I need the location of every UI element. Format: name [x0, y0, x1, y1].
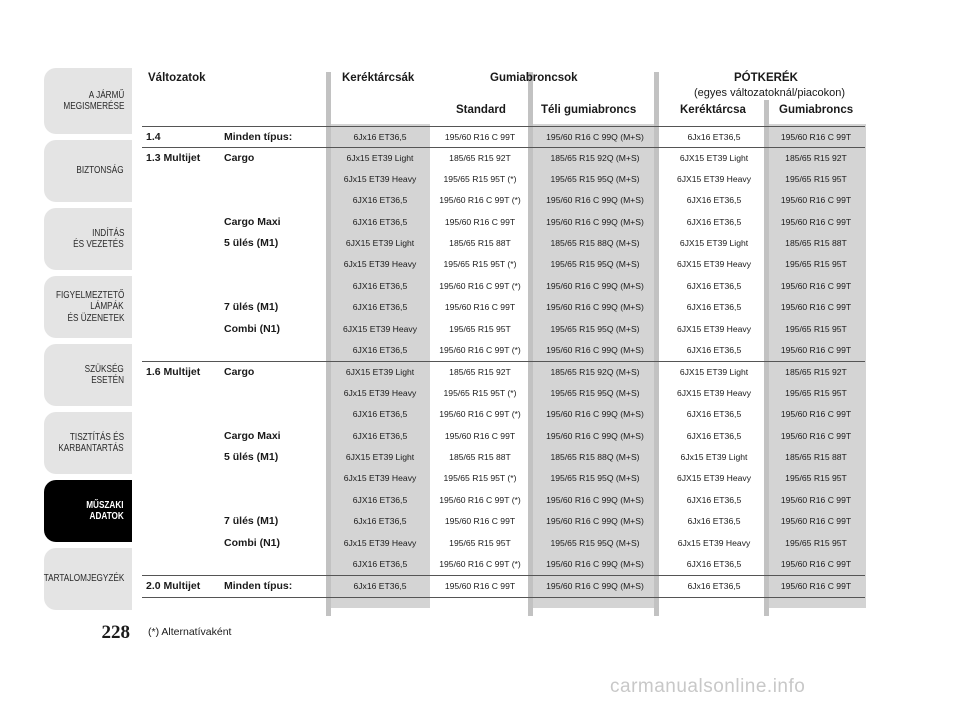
- tab-label-line: FIGYELMEZTETŐ: [55, 289, 124, 301]
- spare-tyre-cell: 195/65 R15 95T: [785, 173, 847, 184]
- winter-tyre-cell: 195/65 R15 95Q (M+S): [550, 387, 640, 398]
- winter-tyre-cell: 195/60 R16 C 99Q (M+S): [546, 559, 644, 569]
- variant-cell: 1.3 Multijet: [146, 152, 201, 165]
- table-row: [142, 254, 865, 275]
- tab-label-line: ÉS ÜZENETEK: [67, 312, 124, 324]
- spare-rim-cell: 6Jx16 ET36,5: [687, 132, 741, 142]
- winter-tyre-cell: 195/65 R15 95Q (M+S): [550, 537, 640, 548]
- standard-tyre-cell: 195/60 R16 C 99T (*): [439, 494, 521, 505]
- tab-emergency[interactable]: [44, 344, 132, 406]
- winter-tyre-cell: 185/65 R15 92Q (M+S): [550, 367, 640, 378]
- header-spare-rim: Keréktárcsa: [680, 104, 746, 116]
- standard-tyre-cell: 185/65 R15 92T: [449, 153, 511, 164]
- spare-tyre-cell: 195/60 R16 C 99T: [780, 132, 852, 142]
- page-number: 228: [101, 622, 130, 643]
- rim-cell: 6JX16 ET36,5: [352, 345, 408, 355]
- table-row: [142, 511, 865, 532]
- type-cell: 7 ülés (M1): [224, 515, 279, 528]
- rim-cell: 6JX15 ET39 Light: [345, 367, 415, 378]
- table-row: [142, 212, 865, 233]
- tab-contents[interactable]: [44, 548, 132, 610]
- type-cell: Combi (N1): [224, 536, 280, 549]
- tab-label-line: MŰSZAKI: [86, 499, 124, 511]
- winter-tyre-cell: 195/60 R16 C 99Q (M+S): [546, 581, 644, 592]
- spare-tyre-cell: 195/60 R16 C 99T: [780, 494, 852, 505]
- table-row: [142, 340, 865, 361]
- table-row: [142, 169, 865, 190]
- spare-rim-cell: 6JX16 ET36,5: [686, 430, 742, 441]
- table-row: [142, 426, 865, 447]
- standard-tyre-cell: 195/60 R16 C 99T (*): [439, 345, 521, 355]
- spare-rim-cell: 6JX15 ET39 Heavy: [676, 473, 752, 484]
- standard-tyre-cell: 195/60 R16 C 99T (*): [439, 280, 521, 291]
- winter-tyre-cell: 195/65 R15 95Q (M+S): [550, 473, 640, 484]
- standard-tyre-cell: 195/60 R16 C 99T (*): [439, 559, 521, 569]
- type-cell: Cargo: [224, 152, 255, 165]
- tab-label-line: BIZTONSÁG: [76, 165, 124, 177]
- spare-rim-cell: 6JX16 ET36,5: [686, 345, 742, 355]
- table-row: [142, 447, 865, 468]
- winter-tyre-cell: 195/65 R15 95Q (M+S): [550, 173, 640, 184]
- header-standard: Standard: [456, 104, 506, 116]
- spare-rim-cell: 6JX15 ET39 Light: [679, 153, 749, 164]
- header-tyres: Gumiabroncsok: [490, 72, 578, 84]
- rim-cell: 6JX15 ET39 Light: [345, 452, 415, 462]
- spare-tyre-cell: 195/60 R16 C 99T: [780, 430, 852, 441]
- rim-cell: 6JX16 ET36,5: [352, 216, 408, 227]
- table-row: [142, 276, 865, 297]
- winter-tyre-cell: 195/60 R16 C 99Q (M+S): [546, 516, 644, 527]
- variant-cell: 1.6 Multijet: [146, 366, 201, 379]
- spare-tyre-cell: 195/60 R16 C 99T: [780, 195, 852, 206]
- spare-tyre-cell: 195/60 R16 C 99T: [780, 581, 852, 592]
- winter-tyre-cell: 195/60 R16 C 99Q (M+S): [546, 409, 644, 420]
- tab-label-line: KARBANTARTÁS: [58, 443, 124, 454]
- spare-rim-cell: 6JX16 ET36,5: [686, 559, 742, 569]
- standard-tyre-cell: 195/65 R15 95T (*): [443, 473, 517, 484]
- table-row: [142, 533, 865, 554]
- spare-tyre-cell: 195/60 R16 C 99T: [780, 559, 852, 569]
- winter-tyre-cell: 195/60 R16 C 99Q (M+S): [546, 302, 644, 313]
- standard-tyre-cell: 195/65 R15 95T (*): [443, 387, 517, 398]
- tab-safety[interactable]: [44, 140, 132, 202]
- winter-tyre-cell: 185/65 R15 88Q (M+S): [550, 238, 640, 248]
- table-row: [142, 554, 865, 575]
- tab-label-line: ÉS VEZETÉS: [73, 239, 124, 250]
- type-cell: Minden típus:: [224, 131, 293, 143]
- table-row: [142, 319, 865, 340]
- table-row: [142, 126, 865, 148]
- spare-tyre-cell: 195/65 R15 95T: [785, 473, 847, 484]
- table-row: [142, 297, 865, 318]
- spare-tyre-cell: 195/65 R15 95T: [785, 323, 847, 334]
- spare-rim-cell: 6Jx16 ET36,5: [687, 516, 741, 527]
- spare-tyre-cell: 195/60 R16 C 99T: [780, 409, 852, 420]
- standard-tyre-cell: 195/65 R15 95T (*): [443, 173, 517, 184]
- spare-tyre-cell: 195/65 R15 95T: [785, 537, 847, 548]
- tab-label-line: TISZTÍTÁS ÉS: [69, 431, 124, 443]
- winter-tyre-cell: 185/65 R15 88Q (M+S): [550, 452, 640, 462]
- table-bottom-rule: [142, 597, 865, 598]
- rim-cell: 6JX15 ET39 Heavy: [342, 323, 418, 334]
- standard-tyre-cell: 195/60 R16 C 99T: [444, 302, 516, 313]
- type-cell: 5 ülés (M1): [224, 451, 279, 463]
- spare-rim-cell: 6JX16 ET36,5: [686, 409, 742, 420]
- standard-tyre-cell: 195/60 R16 C 99T: [444, 430, 516, 441]
- tab-label-line: MEGISMERÉSE: [62, 101, 124, 112]
- spare-rim-cell: 6Jx16 ET36,5: [687, 581, 741, 592]
- spare-tyre-cell: 185/65 R15 92T: [785, 367, 847, 378]
- tab-label-line: TARTALOMJEGYZÉK: [43, 573, 124, 585]
- table-row: [142, 361, 865, 383]
- variant-cell: 2.0 Multijet: [146, 580, 201, 593]
- tab-label-line: SZÜKSÉG: [84, 363, 124, 375]
- winter-tyre-cell: 195/60 R16 C 99Q (M+S): [546, 132, 644, 142]
- type-cell: 7 ülés (M1): [224, 301, 279, 314]
- table-row: [142, 468, 865, 489]
- spare-rim-cell: 6JX16 ET36,5: [686, 216, 742, 227]
- tab-warning-lights[interactable]: [44, 276, 132, 338]
- winter-tyre-cell: 185/65 R15 92Q (M+S): [550, 153, 640, 164]
- spare-tyre-cell: 185/65 R15 88T: [785, 238, 847, 248]
- header-variants: Változatok: [148, 72, 206, 84]
- rim-cell: 6Jx15 ET39 Light: [346, 153, 414, 164]
- tab-label-line: ADATOK: [89, 511, 124, 522]
- spare-rim-cell: 6JX16 ET36,5: [686, 494, 742, 505]
- spare-tyre-cell: 195/65 R15 95T: [785, 387, 847, 398]
- header-winter: Téli gumiabroncs: [541, 104, 637, 116]
- standard-tyre-cell: 195/60 R16 C 99T: [444, 132, 516, 142]
- rim-cell: 6Jx15 ET39 Heavy: [343, 537, 417, 548]
- rim-cell: 6Jx16 ET36,5: [353, 581, 407, 592]
- variant-cell: 1.4: [146, 131, 161, 143]
- spare-tyre-cell: 185/65 R15 92T: [785, 153, 847, 164]
- rim-cell: 6JX16 ET36,5: [352, 559, 408, 569]
- spare-rim-cell: 6JX15 ET39 Heavy: [676, 173, 752, 184]
- tab-vehicle-overview[interactable]: [44, 68, 132, 134]
- rim-cell: 6Jx16 ET36,5: [353, 132, 407, 142]
- spare-rim-cell: 6JX16 ET36,5: [686, 280, 742, 291]
- type-cell: Cargo Maxi: [224, 429, 281, 442]
- spare-tyre-cell: 195/60 R16 C 99T: [780, 280, 852, 291]
- table-row: [142, 490, 865, 511]
- spare-rim-cell: 6JX15 ET39 Heavy: [676, 259, 752, 270]
- spare-rim-cell: 6JX16 ET36,5: [686, 302, 742, 313]
- standard-tyre-cell: 195/60 R16 C 99T: [444, 216, 516, 227]
- table-row: [142, 404, 865, 425]
- spare-rim-cell: 6JX15 ET39 Heavy: [676, 323, 752, 334]
- spare-rim-cell: 6JX16 ET36,5: [686, 195, 742, 206]
- spare-rim-cell: 6JX15 ET39 Light: [679, 238, 749, 248]
- standard-tyre-cell: 195/60 R16 C 99T: [444, 581, 516, 592]
- rim-cell: 6JX16 ET36,5: [352, 280, 408, 291]
- rim-cell: 6JX15 ET39 Light: [345, 238, 415, 248]
- header-spare: PÓTKERÉK: [734, 72, 798, 84]
- table-row: [142, 147, 865, 169]
- rim-cell: 6JX16 ET36,5: [352, 494, 408, 505]
- standard-tyre-cell: 195/60 R16 C 99T (*): [439, 195, 521, 206]
- winter-tyre-cell: 195/65 R15 95Q (M+S): [550, 259, 640, 270]
- winter-tyre-cell: 195/60 R16 C 99Q (M+S): [546, 280, 644, 291]
- spare-rim-cell: 6JX15 ET39 Light: [679, 367, 749, 378]
- tab-technical-data[interactable]: [44, 480, 132, 542]
- spare-tyre-cell: 195/60 R16 C 99T: [780, 216, 852, 227]
- spare-rim-cell: 6Jx15 ET39 Heavy: [677, 537, 751, 548]
- spare-rim-cell: 6Jx15 ET39 Light: [680, 452, 748, 462]
- tab-label-line: A JÁRMŰ: [88, 89, 124, 101]
- type-cell: Cargo Maxi: [224, 215, 281, 228]
- spare-tyre-cell: 195/60 R16 C 99T: [780, 302, 852, 313]
- rim-cell: 6JX16 ET36,5: [352, 302, 408, 313]
- rim-cell: 6JX16 ET36,5: [352, 430, 408, 441]
- header-rims: Keréktárcsák: [342, 72, 415, 84]
- spare-tyre-cell: 195/60 R16 C 99T: [780, 516, 852, 527]
- tab-label-line: LÁMPÁK: [90, 301, 124, 313]
- standard-tyre-cell: 195/60 R16 C 99T (*): [439, 409, 521, 420]
- standard-tyre-cell: 195/65 R15 95T (*): [443, 259, 517, 270]
- rim-cell: 6Jx16 ET36,5: [353, 516, 407, 527]
- type-cell: 5 ülés (M1): [224, 237, 279, 249]
- rim-cell: 6Jx15 ET39 Heavy: [343, 473, 417, 484]
- spare-tyre-cell: 185/65 R15 88T: [785, 452, 847, 462]
- rim-cell: 6Jx15 ET39 Heavy: [343, 173, 417, 184]
- type-cell: Minden típus:: [224, 580, 293, 593]
- type-cell: Cargo: [224, 366, 255, 379]
- winter-tyre-cell: 195/60 R16 C 99Q (M+S): [546, 195, 644, 206]
- rim-cell: 6Jx15 ET39 Heavy: [343, 259, 417, 270]
- header-spare-tyre: Gumiabroncs: [779, 104, 854, 116]
- footnote: (*) Alternatívaként: [148, 626, 232, 638]
- tab-label-line: INDÍTÁS: [91, 227, 124, 239]
- table-row: [142, 190, 865, 211]
- rim-cell: 6JX16 ET36,5: [352, 195, 408, 206]
- table-row: [142, 233, 865, 254]
- winter-tyre-cell: 195/65 R15 95Q (M+S): [550, 323, 640, 334]
- watermark: carmanualsonline.info: [610, 676, 806, 697]
- type-cell: Combi (N1): [224, 322, 280, 335]
- spare-rim-cell: 6JX15 ET39 Heavy: [676, 387, 752, 398]
- standard-tyre-cell: 195/65 R15 95T: [449, 323, 511, 334]
- winter-tyre-cell: 195/60 R16 C 99Q (M+S): [546, 345, 644, 355]
- standard-tyre-cell: 185/65 R15 88T: [449, 452, 511, 462]
- spare-tyre-cell: 195/60 R16 C 99T: [780, 345, 852, 355]
- spare-tyre-cell: 195/65 R15 95T: [785, 259, 847, 270]
- table-row: [142, 383, 865, 404]
- winter-tyre-cell: 195/60 R16 C 99Q (M+S): [546, 430, 644, 441]
- rim-cell: 6JX16 ET36,5: [352, 409, 408, 420]
- winter-tyre-cell: 195/60 R16 C 99Q (M+S): [546, 216, 644, 227]
- tab-cleaning-maintenance[interactable]: [44, 412, 132, 474]
- standard-tyre-cell: 195/60 R16 C 99T: [444, 516, 516, 527]
- tab-starting-driving[interactable]: [44, 208, 132, 270]
- standard-tyre-cell: 195/65 R15 95T: [449, 537, 511, 548]
- winter-tyre-cell: 195/60 R16 C 99Q (M+S): [546, 494, 644, 505]
- standard-tyre-cell: 185/65 R15 92T: [449, 367, 511, 378]
- standard-tyre-cell: 185/65 R15 88T: [449, 238, 511, 248]
- tab-label-line: ESETÉN: [91, 375, 124, 386]
- header-spare-note: (egyes változatoknál/piacokon): [694, 87, 846, 99]
- rim-cell: 6Jx15 ET39 Heavy: [343, 387, 417, 398]
- table-row: [142, 575, 865, 597]
